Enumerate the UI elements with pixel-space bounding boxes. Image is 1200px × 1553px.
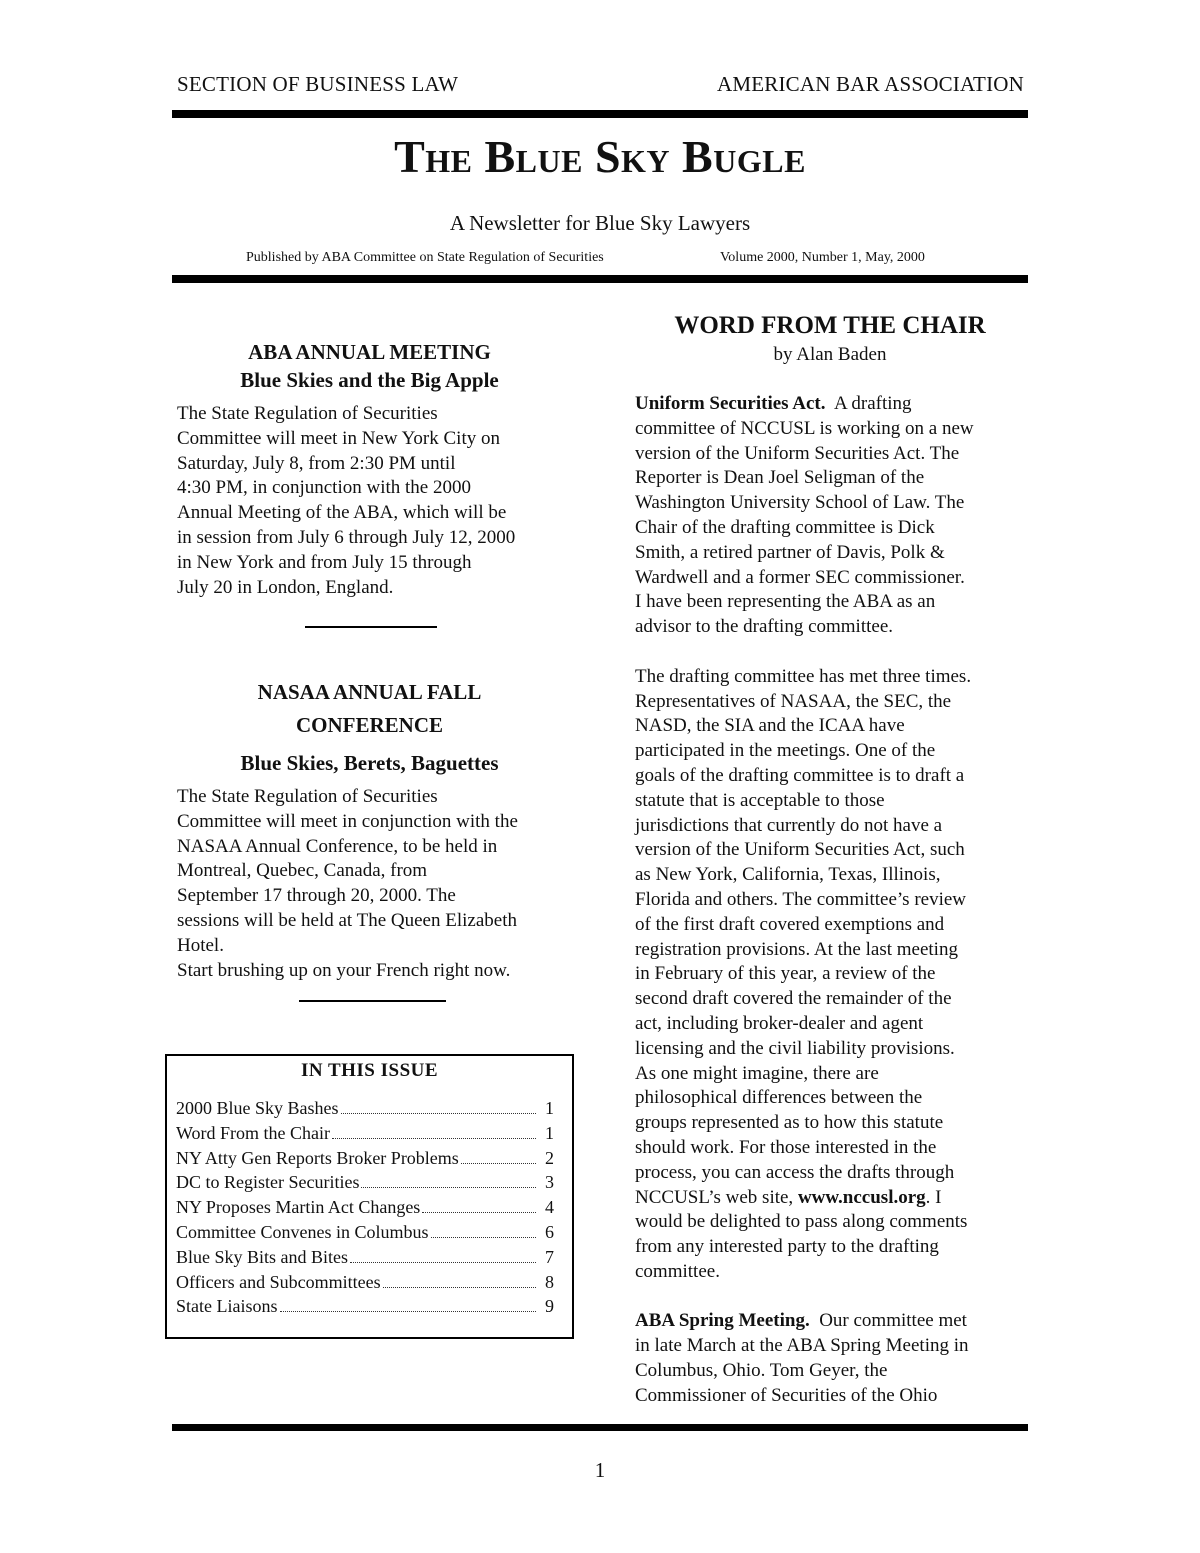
text-line: As one might imagine, there are (635, 1062, 879, 1084)
toc-item-label: Officers and Subcommittees (176, 1271, 381, 1292)
toc-item[interactable] (176, 1146, 554, 1171)
text-line (635, 392, 1030, 417)
text-line: should work. For those interested in the (635, 1136, 937, 1158)
toc-item-label: DC to Register Securities (176, 1172, 360, 1193)
text-line: July 20 in London, England. (177, 576, 394, 598)
newsletter-title: The Blue Sky Bugle (394, 131, 806, 182)
toc-item[interactable] (176, 1195, 554, 1220)
toc-item[interactable] (176, 1270, 554, 1295)
text-run: NCCUSL’s web site, (635, 1186, 794, 1208)
toc-item-page: 1 (545, 1122, 554, 1143)
text-line: Representatives of NASAA, the SEC, the (635, 690, 952, 712)
text-line: in New York and from July 15 through (177, 551, 472, 573)
text-line: second draft covered the remainder of the (635, 988, 952, 1010)
text-line: committee. (635, 1260, 720, 1282)
text-line: in session from July 6 through July 12, 2000 (177, 526, 516, 548)
toc-item-page: 6 (545, 1221, 554, 1242)
text-line: Smith, a retired partner of Davis, Polk & (635, 541, 945, 563)
toc-item-page: 9 (545, 1296, 554, 1317)
toc-leader (431, 1237, 537, 1238)
section-label: SECTION OF BUSINESS LAW (177, 72, 459, 96)
text-line: of the first draft covered exemptions and (635, 913, 945, 935)
nasaa-title-line2: CONFERENCE (295, 713, 443, 737)
toc-leader (461, 1163, 536, 1164)
toc-item-page: 3 (545, 1172, 554, 1193)
text-line: Chair of the drafting committee is Dick (635, 516, 935, 538)
newsletter-subtitle: A Newsletter for Blue Sky Lawyers (449, 211, 751, 235)
chair-byline: by Alan Baden (773, 344, 887, 365)
nasaa-article (172, 678, 567, 983)
text-line: process, you can access the drafts through (635, 1161, 955, 1183)
text-line: Columbus, Ohio. Tom Geyer, the (635, 1360, 888, 1382)
text-line: philosophical differences between the (635, 1087, 923, 1109)
toc-leader (280, 1311, 537, 1312)
text-line: Reporter is Dean Joel Seligman of the (635, 467, 925, 489)
chair-article-body (635, 392, 1030, 1409)
text-line: as New York, California, Texas, Illinois, (635, 864, 941, 886)
text-line: registration provisions. At the last meeting (635, 938, 958, 960)
volume-line: Volume 2000, Number 1, May, 2000 (720, 250, 925, 265)
text-line: committee of NCCUSL is working on a new (635, 417, 974, 439)
in-this-issue-box (165, 1054, 574, 1339)
toc-item-page: 7 (545, 1246, 554, 1267)
text-line: Committee will meet in New York City on (177, 427, 500, 449)
toc-leader (422, 1212, 536, 1213)
aba-meeting-body (172, 402, 567, 600)
text-line: Hotel. (177, 934, 224, 956)
toc-item-label: State Liaisons (176, 1296, 278, 1317)
toc-item[interactable] (176, 1245, 554, 1270)
text-line: would be delighted to pass along comments (635, 1211, 968, 1233)
toc-item-label: 2000 Blue Sky Bashes (176, 1098, 339, 1118)
aba-meeting-title: ABA ANNUAL MEETING (248, 340, 491, 364)
toc-list (167, 1096, 572, 1319)
spring-meeting-lead-in: ABA Spring Meeting. (635, 1310, 810, 1332)
page-number: 1 (594, 1458, 606, 1482)
text-line: Washington University School of Law. The (635, 492, 965, 514)
aba-meeting-article (172, 338, 567, 600)
toc-item[interactable] (176, 1294, 554, 1319)
nasaa-title: NASAA ANNUAL FALL (257, 680, 482, 704)
text-line: The State Regulation of Securities (177, 786, 438, 807)
aba-meeting-subtitle: Blue Skies and the Big Apple (240, 368, 499, 392)
toc-leader (350, 1262, 536, 1263)
text-line: The drafting committee has met three times. (635, 665, 972, 687)
toc-item-page: 8 (545, 1271, 554, 1292)
text-line: I have been representing the ABA as an (635, 591, 936, 613)
text-line: in February of this year, a review of the (635, 963, 936, 985)
toc-item-page: 1 (545, 1098, 554, 1118)
association-label: AMERICAN BAR ASSOCIATION (716, 72, 1024, 96)
text-line: version of the Uniform Securities Act, such (635, 839, 965, 861)
text-line: goals of the drafting committee is to draft a (635, 764, 965, 786)
text-run: . I (925, 1186, 942, 1208)
top-rule (172, 110, 1028, 118)
text-line: NASD, the SIA and the ICAA have (635, 715, 905, 737)
toc-item-label: Committee Convenes in Columbus (176, 1221, 429, 1242)
toc-leader (361, 1187, 536, 1188)
text-line: licensing and the civil liability provisions. (635, 1037, 955, 1059)
text-line: statute that is acceptable to those (635, 789, 885, 811)
toc-leader (383, 1287, 536, 1288)
text-line: Annual Meeting of the ABA, which will be (177, 502, 507, 524)
usa-lead-in: Uniform Securities Act. (635, 393, 826, 414)
toc-item-page: 2 (545, 1147, 554, 1168)
nccusl-link[interactable]: www.nccusl.org (797, 1186, 926, 1208)
toc-item-label: NY Atty Gen Reports Broker Problems (176, 1147, 459, 1168)
text-line: NASAA Annual Conference, to be held in (177, 835, 498, 857)
section-divider (305, 626, 437, 628)
text-line: September 17 through 20, 2000. The (177, 885, 456, 907)
toc-item-label: Word From the Chair (176, 1122, 331, 1143)
text-run: A drafting (833, 393, 912, 414)
toc-item[interactable] (176, 1121, 554, 1146)
section-divider (299, 1000, 446, 1002)
toc-item[interactable] (176, 1096, 554, 1121)
text-line: The State Regulation of Securities (177, 403, 438, 424)
footer-rule (172, 1424, 1028, 1431)
text-line: Saturday, July 8, from 2:30 PM until (177, 452, 456, 474)
chair-article-title: WORD FROM THE CHAIR (674, 312, 986, 339)
toc-heading: IN THIS ISSUE (300, 1060, 439, 1081)
text-line: act, including broker-dealer and agent (635, 1012, 924, 1034)
nasaa-subtitle: Blue Skies, Berets, Baguettes (240, 751, 499, 775)
text-line: jurisdictions that currently do not have a (635, 814, 943, 836)
text-line: Committee will meet in conjunction with the (177, 810, 518, 832)
text-line: Commissioner of Securities of the Ohio (635, 1384, 938, 1406)
text-line: groups represented as to how this statute (635, 1112, 944, 1134)
text-line: Wardwell and a former SEC commissioner. (635, 566, 965, 588)
toc-item-page: 4 (545, 1197, 554, 1218)
text-line: Montreal, Quebec, Canada, from (177, 860, 428, 882)
text-line: Start brushing up on your French right now. (177, 959, 511, 981)
masthead-rule (172, 275, 1028, 283)
toc-leader (341, 1113, 536, 1114)
nasaa-body (172, 785, 567, 983)
toc-item[interactable] (176, 1220, 554, 1245)
text-line: version of the Uniform Securities Act. The (635, 442, 960, 464)
text-line: sessions will be held at The Queen Elizabeth (177, 909, 517, 931)
text-run: Our committee met (819, 1310, 967, 1332)
publisher-line: Published by ABA Committee on State Regulation of Securities (246, 250, 604, 265)
text-line: in late March at the ABA Spring Meeting in (635, 1335, 969, 1357)
text-line (635, 1309, 1030, 1334)
toc-leader (332, 1138, 536, 1139)
text-line: Florida and others. The committee’s review (635, 888, 967, 910)
text-line: advisor to the drafting committee. (635, 616, 894, 638)
toc-item-label: NY Proposes Martin Act Changes (176, 1197, 421, 1218)
toc-item-label: Blue Sky Bits and Bites (176, 1246, 349, 1267)
toc-item[interactable] (176, 1170, 554, 1195)
text-line: participated in the meetings. One of the (635, 740, 936, 762)
text-line: from any interested party to the drafting (635, 1236, 939, 1258)
text-line: 4:30 PM, in conjunction with the 2000 (177, 477, 471, 499)
text-line (635, 1186, 1030, 1211)
